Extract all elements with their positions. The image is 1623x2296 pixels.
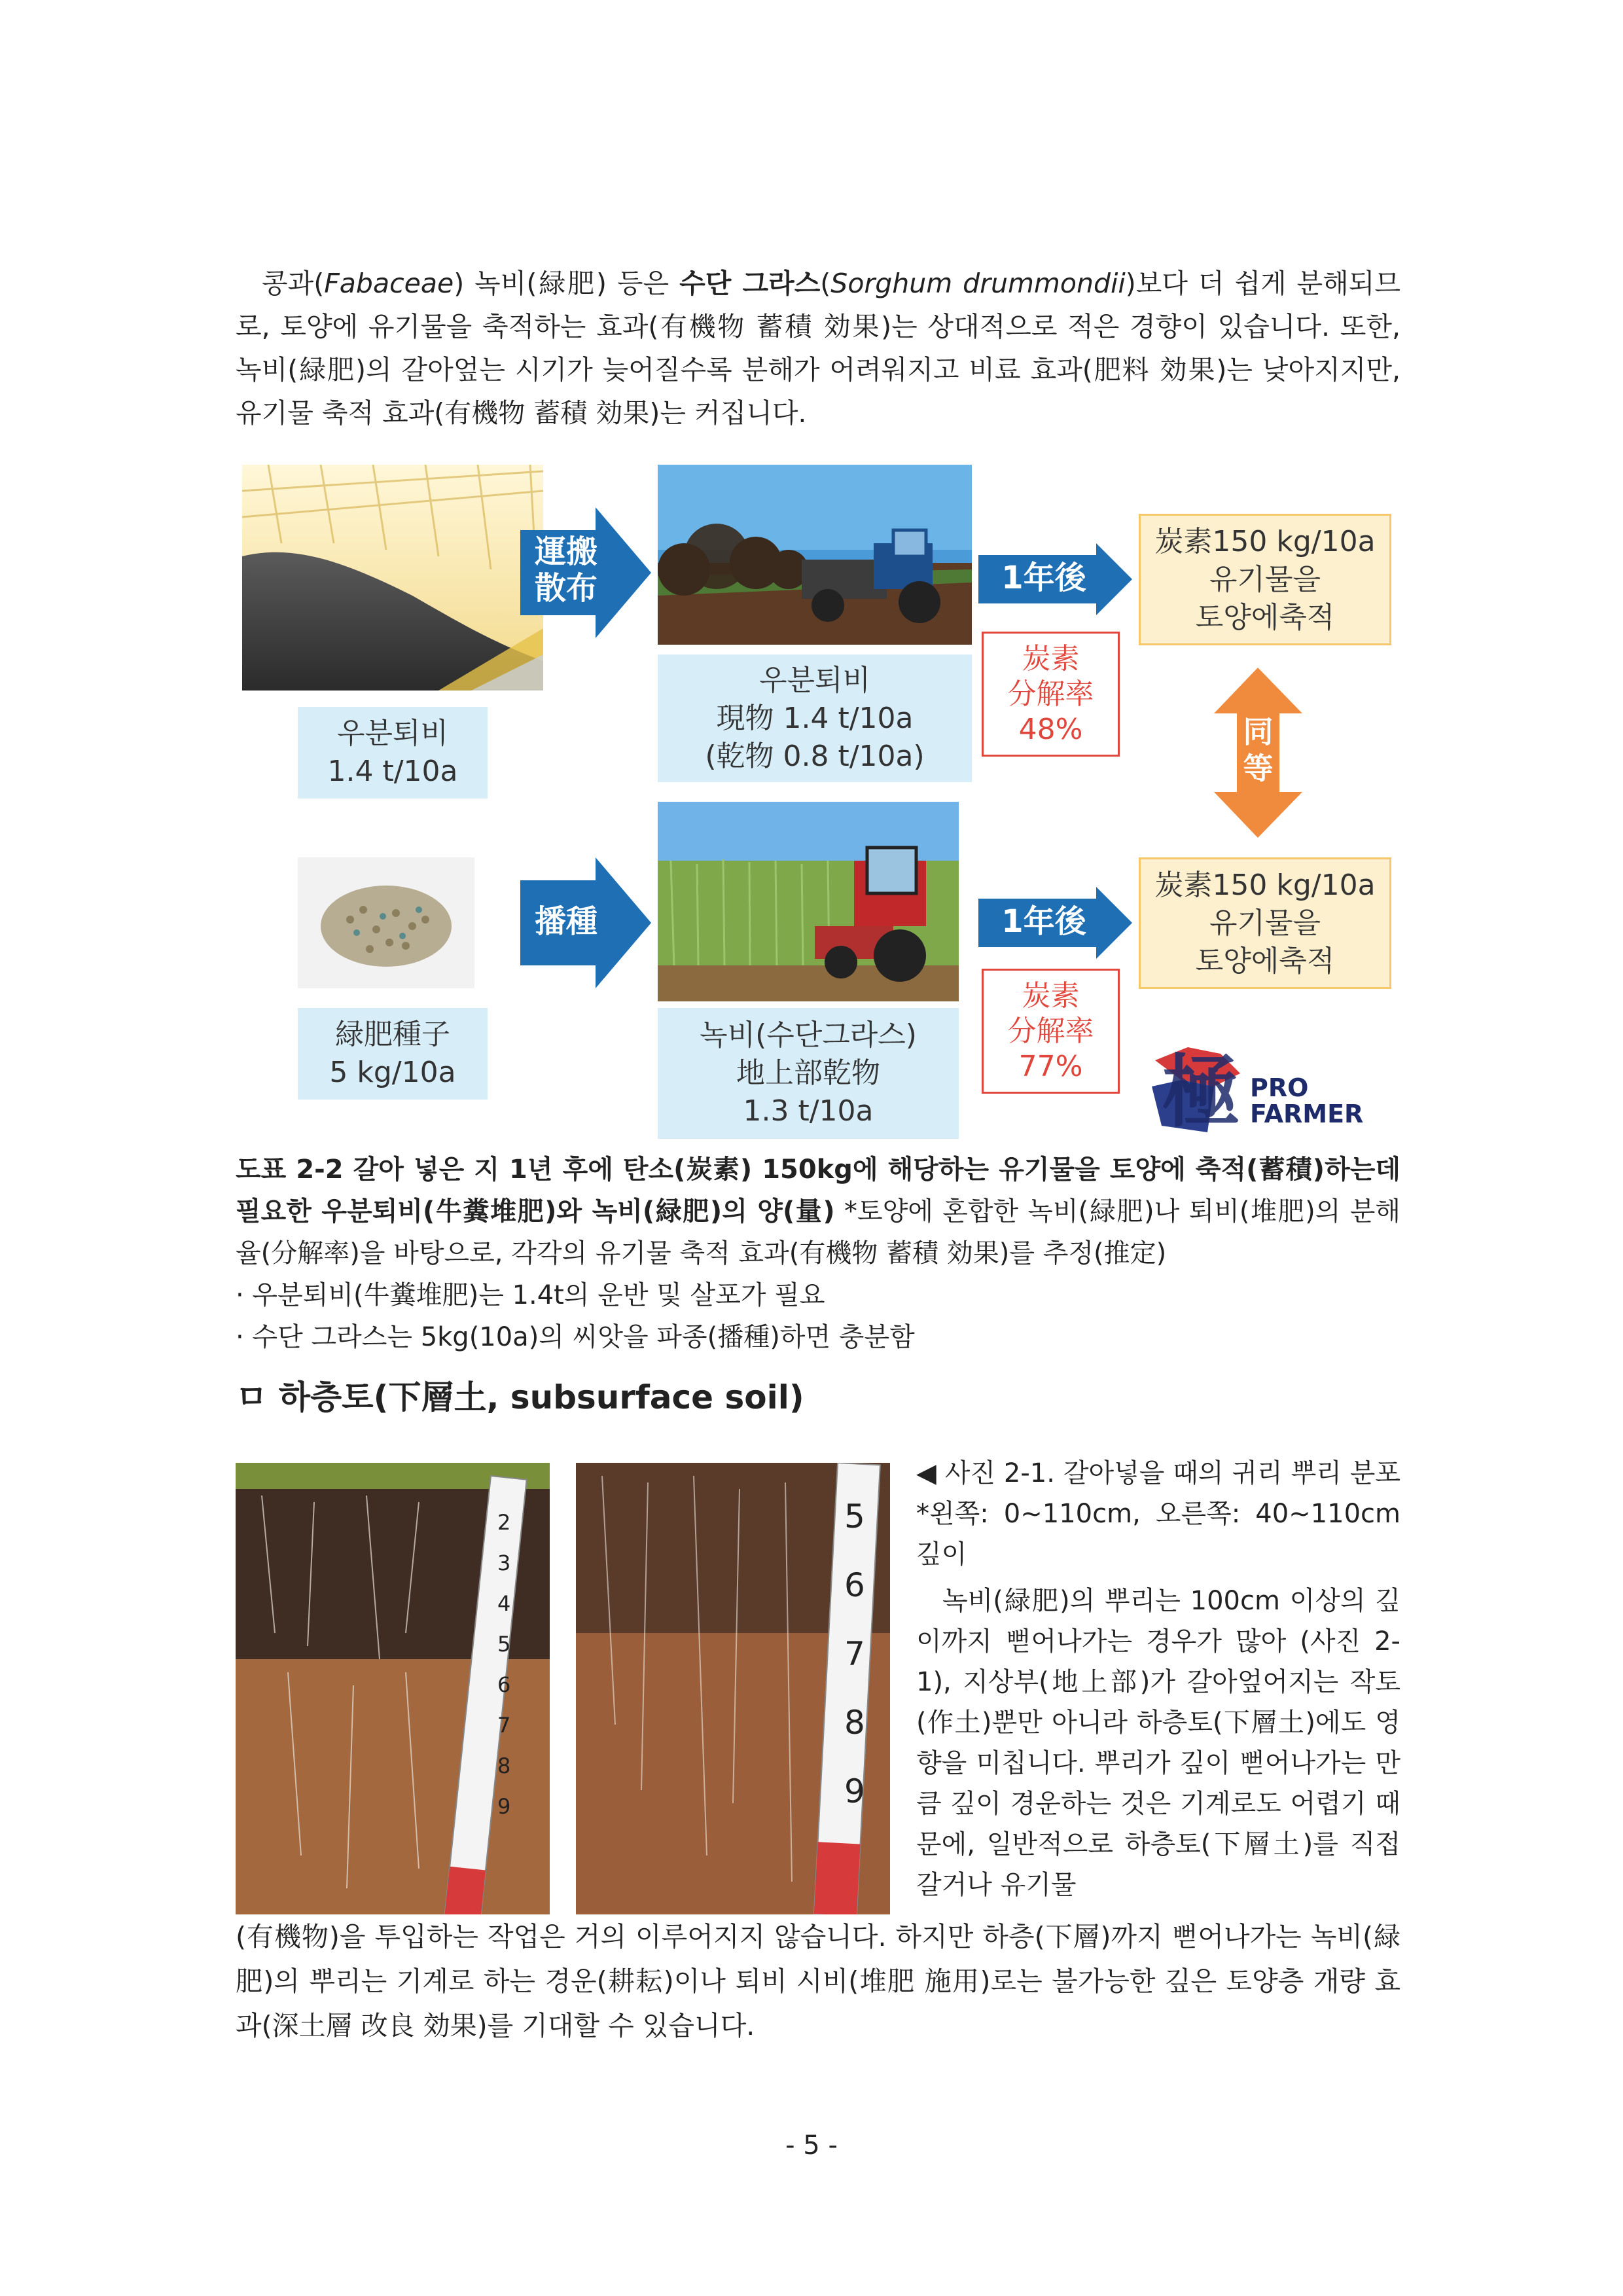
result-box-bottom: 炭素150 kg/10a 유기물을 토양에축적	[1139, 857, 1391, 989]
page-number: - 5 -	[785, 2130, 838, 2161]
logo-pro-text: PRO	[1250, 1073, 1309, 1102]
logo-farmer-text: FARMER	[1250, 1100, 1364, 1128]
ruler-right-labels: 5 6 7 8 9	[844, 1498, 865, 1810]
equal-label: 同 等	[1243, 714, 1274, 786]
manure-label: 우분퇴비 1.4 t/10a	[298, 707, 488, 798]
caption-title: 도표 2-2 갈아 넣은 지 1년 후에 탄소(炭素) 150kg에 해당하는 유기물을 토양에 축적(蓄積)하는데 필요한 우분퇴비(牛糞堆肥)와 녹비(緑肥)의 양(量)	[236, 1155, 1400, 1227]
year1-label-bottom: 1年後	[1001, 903, 1086, 940]
caption-bullet-1: · 우분퇴비(牛糞堆肥)는 1.4t의 운반 및 살포가 필요	[236, 1280, 825, 1310]
section-heading: ㅁ 하층토(下層土, subsurface soil)	[236, 1378, 804, 1416]
decomp-rate-top: 炭素 分解率 48%	[982, 632, 1120, 757]
photo-soil-right	[576, 1463, 890, 1914]
side-paragraph: 녹비(緑肥)의 뿌리는 100cm 이상의 깊이까지 뻗어나가는 경우가 많아 (사진 2-1), 지상부(地上部)가 갈아엎어지는 작토(作土)뿐만 아니라 하층토(下層土)에도 영향을 미칩니다. 뿌리가 깊이 뻗어나가는 만큼 깊이 경운하는 것은 기계로도 어렵기 때문에, 일반적으로 하층토(下層土)를 직접 갈거나 유기물	[916, 1586, 1400, 1900]
svg-text:極: 極	[1162, 1046, 1240, 1138]
pro-farmer-logo	[1142, 1034, 1391, 1139]
caption-note: *토양에 혼합한 녹비(緑肥)나 퇴비(堆肥)의 분해율(分解率)을 바탕으로, 각각의 유기물 축적 효과(有機物 蓄積 効果)를 추정(推定)	[236, 1196, 1400, 1268]
intro-paragraph: 콩과(Fabaceae) 녹비(緑肥) 등은 수단 그라스(Sorghum drummondii)보다 더 쉽게 분해되므로, 토양에 유기물을 축적하는 효과(有機物 蓄積 効果)는 상대적으로 적은 경향이 있습니다. 또한, 녹비(緑肥)의 갈아엎는 시기가 늦어질수록 분해가 어려워지고 비료 효과(肥料 効果)는 낮아지지만, 유기물 축적 효과(有機物 蓄積 効果)는 커집니다.	[236, 268, 1400, 429]
ruler-left-labels: 2 3 4 5 6 7 8 9	[497, 1510, 511, 1819]
photo-soil-left	[236, 1463, 550, 1914]
photo-tractor-spreading	[658, 465, 972, 645]
arrow-spread-label: 運搬 散布	[534, 533, 597, 607]
decomp-rate-bottom: 炭素 分解率 77%	[982, 969, 1120, 1094]
bottom-paragraph: (有機物)을 투입하는 작업은 거의 이루어지지 않습니다. 하지만 하층(下層)까지 뻗어나가는 녹비(緑肥)의 뿌리는 기계로 하는 경운(耕耘)이나 퇴비 시비(堆肥 施用)로는 불가능한 깊은 토양층 개량 효과(深土層 改良 効果)를 기대할 수 있습니다.	[236, 1921, 1400, 2041]
photo-seeds	[298, 857, 474, 988]
arrow-sow-label: 播種	[534, 903, 597, 940]
year1-label-top: 1年後	[1001, 560, 1086, 596]
seed-label: 緑肥種子 5 kg/10a	[298, 1008, 488, 1100]
manure-spread-label: 우분퇴비 現物 1.4 t/10a (乾物 0.8 t/10a)	[658, 655, 972, 782]
photo-sorghum-tractor	[658, 802, 959, 1001]
result-box-top: 炭素150 kg/10a 유기물을 토양에축적	[1139, 514, 1391, 645]
photo-caption: ◀ 사진 2-1. 갈아넣을 때의 귀리 뿌리 분포 *왼쪽: 0~110cm, 오른쪽: 40~110cm 깊이	[916, 1458, 1400, 1570]
figure-caption	[236, 1149, 1400, 1358]
photo-compost-barn	[242, 465, 543, 691]
green-manure-label: 녹비(수단그라스) 地上部乾物 1.3 t/10a	[658, 1008, 959, 1139]
caption-bullet-2: · 수단 그라스는 5kg(10a)의 씨앗을 파종(播種)하면 충분함	[236, 1322, 915, 1352]
